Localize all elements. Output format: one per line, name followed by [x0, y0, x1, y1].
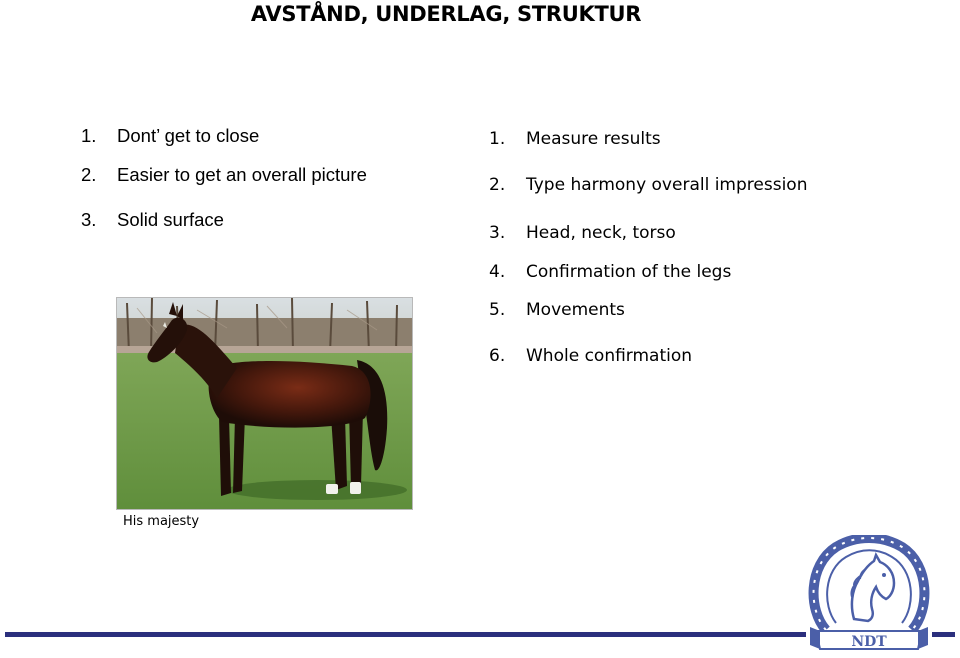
list-text: Head, neck, torso [526, 223, 676, 243]
list-number: 3. [489, 223, 506, 243]
right-list-item [489, 300, 625, 320]
list-number: 1. [81, 125, 97, 146]
list-number: 5. [489, 300, 506, 320]
left-list-item [81, 164, 367, 186]
list-text: Movements [526, 300, 625, 320]
right-list-item [489, 129, 661, 149]
left-list-item [81, 209, 224, 231]
right-list-item [489, 175, 807, 195]
list-text: Solid surface [117, 209, 224, 230]
list-text: Measure results [526, 129, 661, 149]
list-number: 3. [81, 209, 97, 230]
list-text: Type harmony overall impression [526, 175, 808, 195]
list-number: 1. [489, 129, 506, 149]
horse-photo [116, 297, 413, 510]
list-text: Easier to get an overall picture [117, 164, 367, 185]
left-list-item [81, 125, 259, 147]
list-text: Dont’ get to close [117, 125, 260, 146]
list-number: 6. [489, 346, 506, 366]
right-list-item [489, 223, 676, 243]
slide-title: AVSTÅND, UNDERLAG, STRUKTUR [250, 2, 642, 26]
right-list-item [489, 262, 731, 282]
list-number: 2. [489, 175, 506, 195]
list-number: 4. [489, 262, 506, 282]
photo-caption: His majesty [123, 514, 200, 529]
list-text: Whole confirmation [526, 346, 693, 366]
list-number: 2. [81, 164, 97, 185]
ndt-logo [806, 535, 932, 653]
list-text: Confirmation of the legs [526, 262, 732, 282]
logo-text: NDT [851, 634, 887, 650]
right-list-item [489, 346, 692, 366]
